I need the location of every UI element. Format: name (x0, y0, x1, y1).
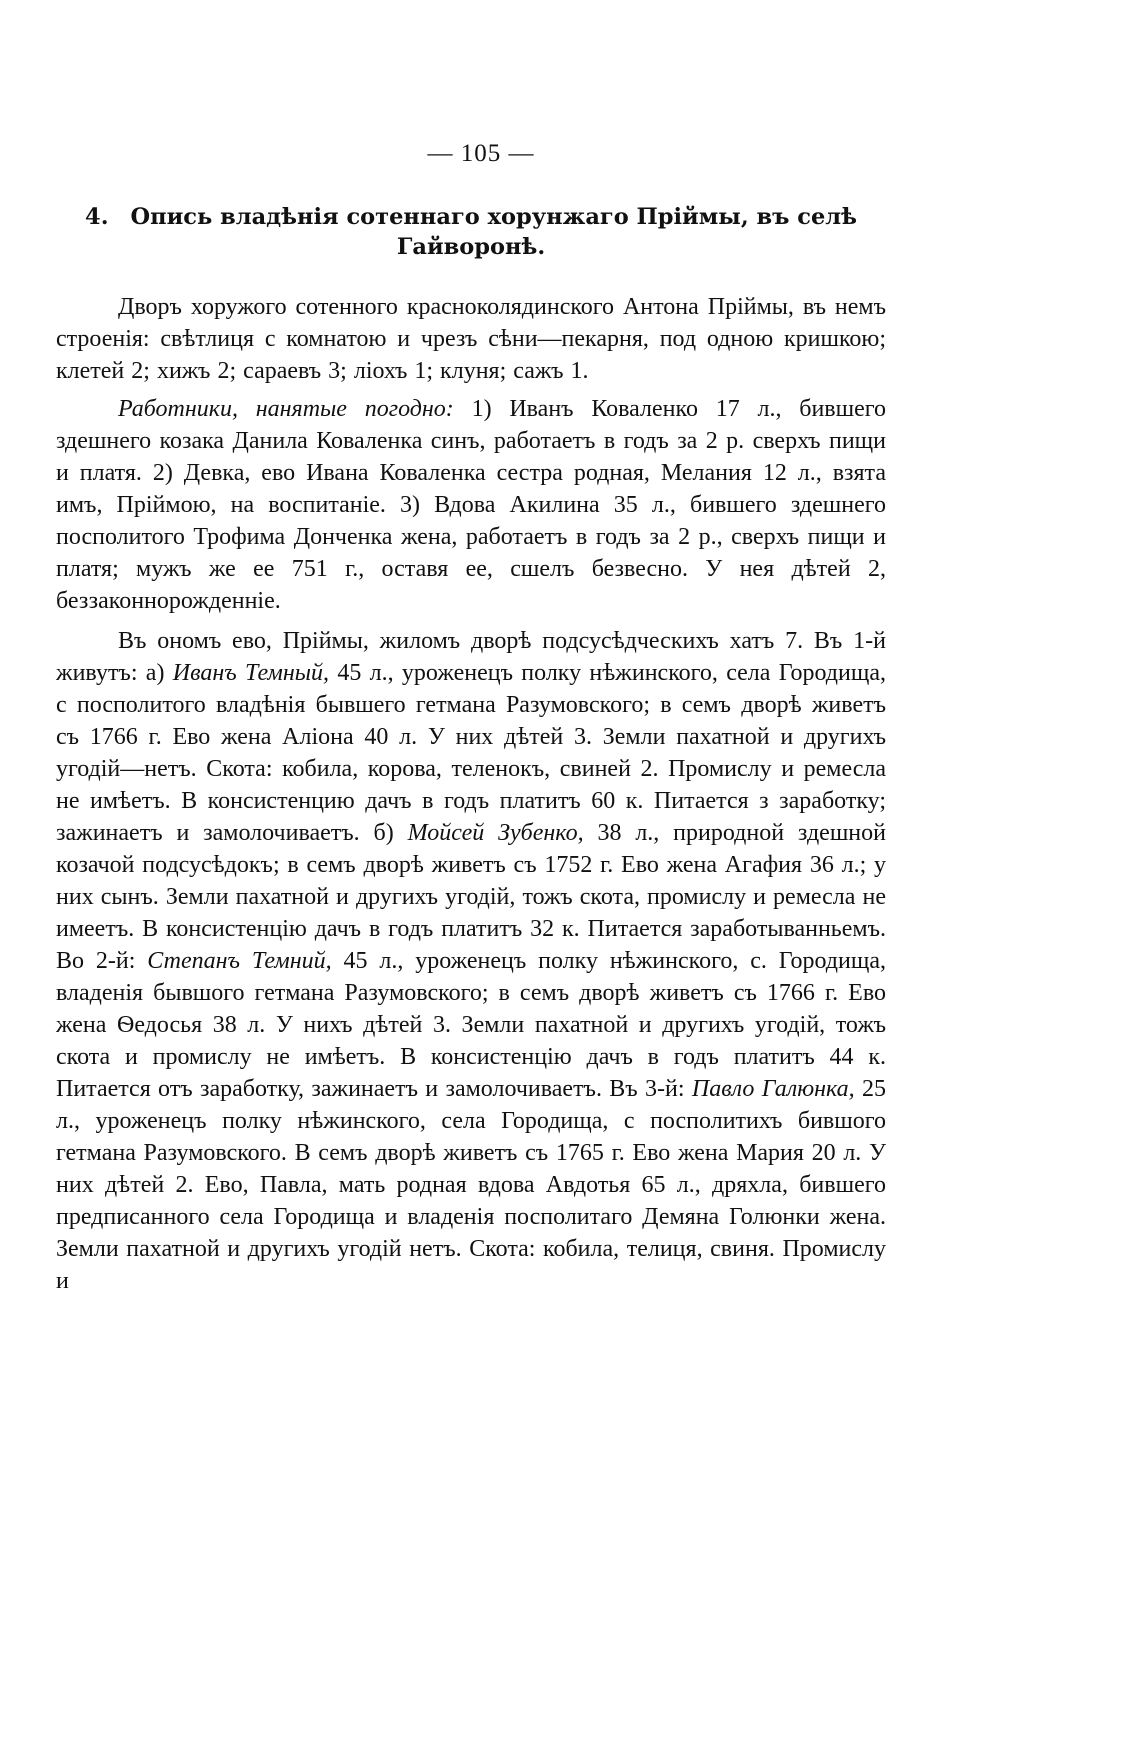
section-title (56, 202, 886, 262)
title-line-2: Гайворонѣ. (396, 234, 546, 260)
title-line-1 (56, 202, 886, 232)
paragraph-workers (56, 393, 886, 617)
title-text-1: Опись владѣнія сотеннаго хорунжаго Пріймы, въ селѣ (130, 204, 857, 230)
paragraph-household: Дворъ хоружого сотенного красноколядинского Антона Пріймы, въ немъ строенія: свѣтлиця с комнатою и чрезъ сѣни—пекарня, под одною кришкою; клетей 2; хижъ 2; сараевъ 3; ліохъ 1; клуня; сажъ 1. (56, 294, 886, 384)
tenant-name-2: Мойсей Зубенко, (407, 820, 584, 846)
tenants-text-e: 25 л., уроженецъ полку нѣжинского, села Городища, с посполитихъ бившого гетмана Разумовского. В семъ дворѣ живетъ съ 1765 г. Ево жена Мария 20 л. У них дѣтей 2. Ево, Павла, мать родная вдова Авдотья 65 л., дряхла, бившего предписанного села Городища и владенія посполитаго Демяна Голюнки жена. Земли пахатной и другихъ угодій нетъ. Скота: кобила, телиця, свиня. Промислу и (56, 1076, 887, 1294)
tenants-text-c: 38 л., природной здешной козачой подсусѣдокъ; в семъ дворѣ живетъ съ 1752 г. Ево жена Агафия 36 л.; у них сынъ. Земли пахатной и другихъ угодій, тожъ скота, промислу и ремесла не имеетъ. В консистенцію дачъ в годъ платитъ 32 к. Питается заработыванньемъ. Во 2-й: (56, 820, 886, 974)
tenants-text-b: 45 л., уроженецъ полку нѣжинского, села Городища, с посполитого владѣнія бывшего гетмана Разумовского; в семъ дворѣ живетъ съ 1766 г. Ево жена Аліона 40 л. У них дѣтей 3. Земли пахатной и другихъ угодій—нетъ. Скота: кобила, корова, теленокъ, свиней 2. Промислу и ремесла не имѣетъ. В консистенцию дачъ в годъ платитъ 60 к. Питается з заработку; зажинаетъ и замолочиваетъ. б) (56, 660, 886, 846)
workers-label: Работники, нанятые погодно: (118, 396, 454, 422)
tenant-name-1: Иванъ Темный, (172, 660, 330, 686)
tenants-text-d: 45 л., уроженецъ полку нѣжинского, с. Городища, владенія бывшого гетмана Разумовского; в семъ дворѣ живетъ съ 1766 г. Ево жена Ѳедосья 38 л. У нихъ дѣтей 3. Земли пахатной и другихъ угодій, тожъ скота и промислу не имѣетъ. В консистенцію дачъ в годъ платитъ 44 к. Питается отъ заработку, зажинаетъ и замолочиваетъ. Въ 3-й: (56, 948, 886, 1102)
workers-text: 1) Иванъ Коваленко 17 л., бившего здешнего козака Данила Коваленка синъ, работаетъ в годъ за 2 р. сверхъ пищи и платя. 2) Девка, ево Ивана Коваленка сестра родная, Мелания 12 л., взята имъ, Пріймою, на воспитаніе. 3) Вдова Акилина 35 л., бившего здешнего посполитого Трофима Донченка жена, работаетъ в годъ за 2 р., сверхъ пищи и платя; мужъ же ее 751 г., оставя ее, сшелъ безвесно. У нея дѣтей 2, беззаконнорожденніе. (56, 396, 886, 614)
section-number: 4. (85, 204, 109, 230)
document-page (56, 140, 886, 1303)
tenant-name-4: Павло Галюнка, (691, 1076, 855, 1102)
tenant-name-3: Степанъ Темний, (147, 948, 332, 974)
page-number: — 105 — (427, 140, 535, 167)
tenants-text-a: Въ ономъ ево, Пріймы, жиломъ дворѣ подсусѣдческихъ хатъ 7. Въ 1-й живутъ: а) (56, 628, 886, 686)
paragraph-tenants (56, 625, 886, 1297)
